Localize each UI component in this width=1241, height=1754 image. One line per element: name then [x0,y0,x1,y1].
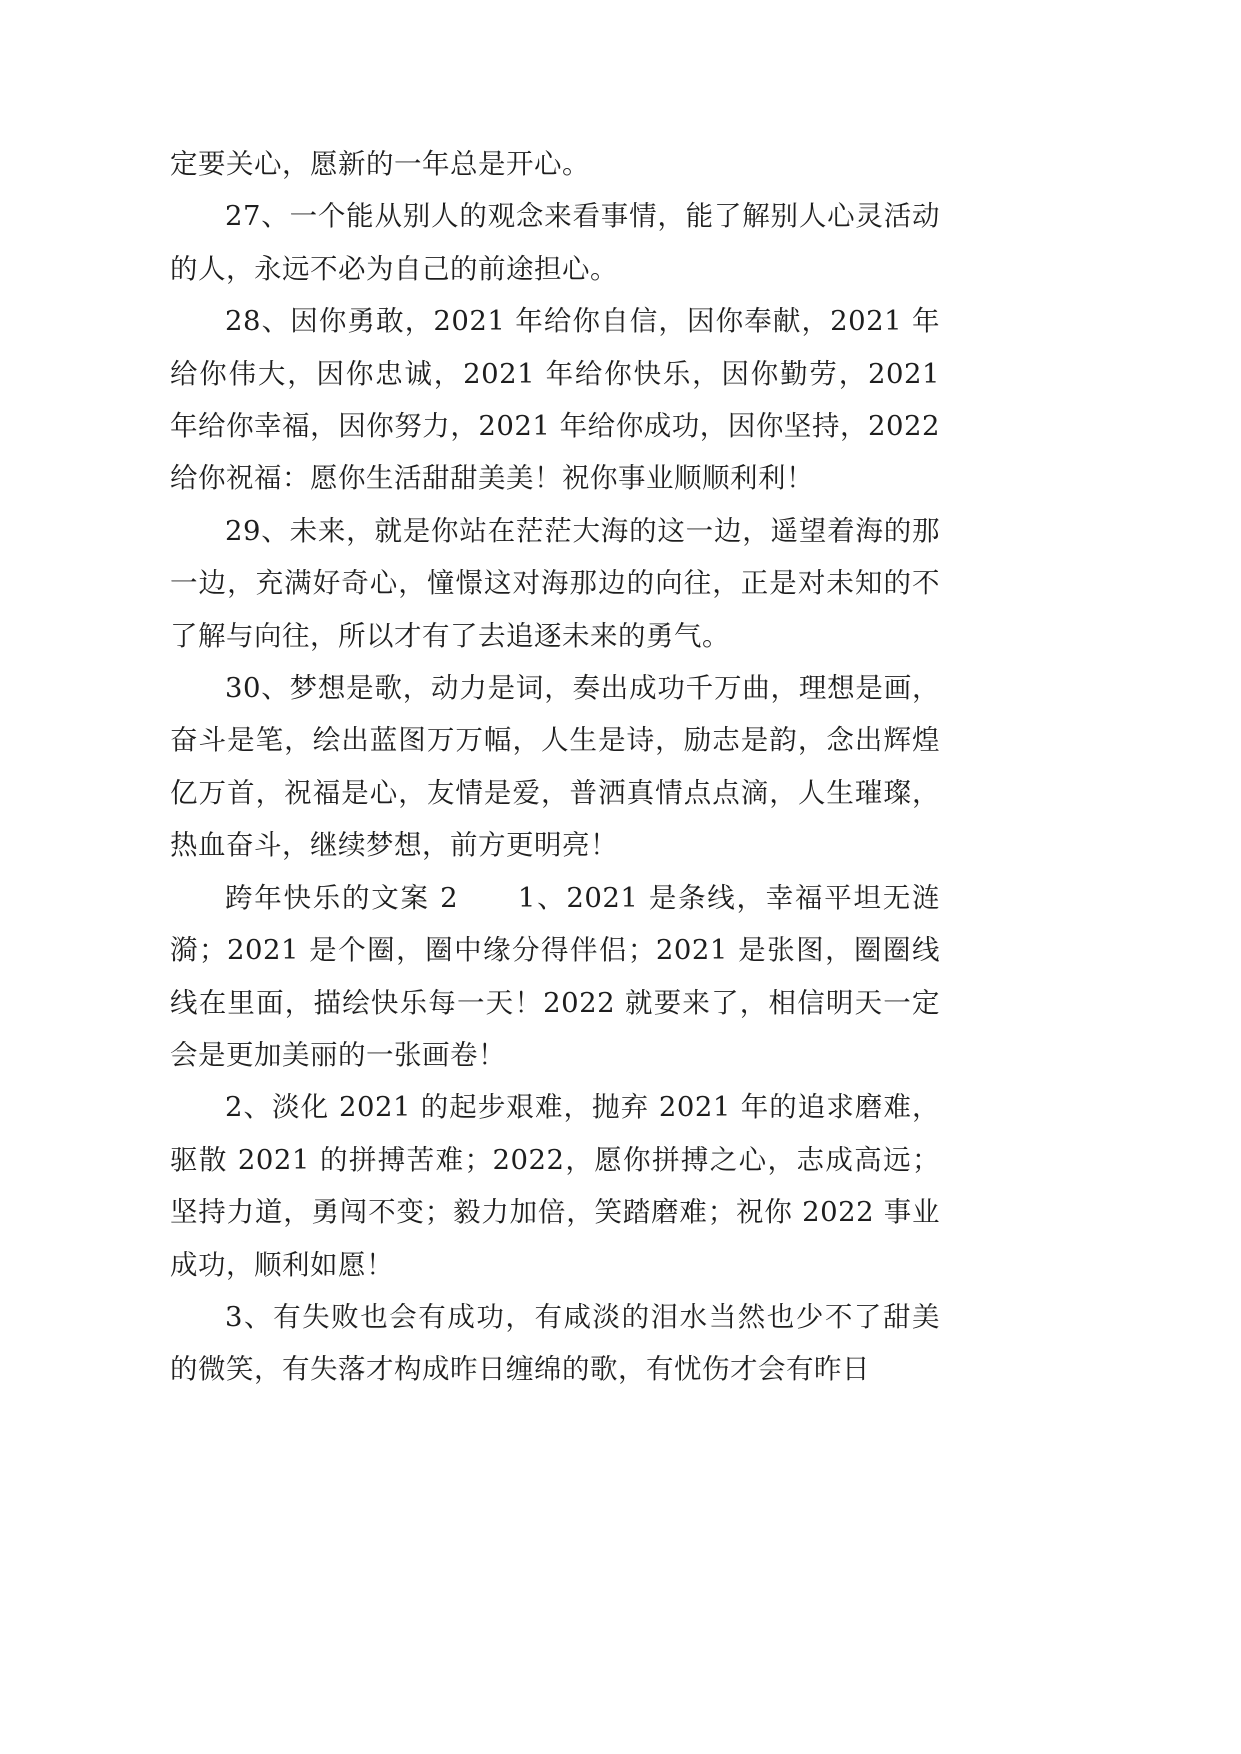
paragraph: 27、一个能从别人的观念来看事情，能了解别人心灵活动的人，永远不必为自己的前途担心。 [170,200,940,285]
paragraph: 定要关心，愿新的一年总是开心。 [170,148,590,180]
paragraph: 28、因你勇敢，2021 年给你自信，因你奉献，2021 年给你伟大，因你忠诚，2021 年给你快乐，因你勤劳，2021 年给你幸福，因你努力，2021 年给你成功，因你坚持，2022 给你祝福：愿你生活甜甜美美！祝你事业顺顺利利！ [170,305,950,495]
paragraph: 跨年快乐的文案 2 1、2021 是条线，幸福平坦无涟漪；2021 是个圈，圈中缘分得伴侣；2021 是张图，圈圈线线在里面，描绘快乐每一天！2022 就要来了，相信明天一定会是更加美丽的一张画卷！ [170,881,940,1071]
paragraph: 29、未来，就是你站在茫茫大海的这一边，遥望着海的那一边，充满好奇心，憧憬这对海那边的向往，正是对未知的不了解与向往，所以才有了去追逐未来的勇气。 [170,514,940,652]
paragraph: 30、梦想是歌，动力是词，奏出成功千万曲，理想是画，奋斗是笔，绘出蓝图万万幅，人生是诗，励志是韵，念出辉煌亿万首，祝福是心，友情是爱，普洒真情点点滴，人生璀璨，热血奋斗，继续梦想，前方更明亮！ [170,672,940,862]
paragraph: 3、有失败也会有成功，有咸淡的泪水当然也少不了甜美的微笑，有失落才构成昨日缠绵的歌，有忧伤才会有昨日 [170,1300,940,1386]
paragraph: 2、淡化 2021 的起步艰难，抛弃 2021 年的追求磨难，驱散 2021 的拼搏苦难；2022，愿你拼搏之心，志成高远；坚持力道，勇闯不变；毅力加倍，笑踏磨难；祝你 2022 事业成功，顺利如愿！ [170,1091,940,1281]
document-body [170,138,950,1396]
